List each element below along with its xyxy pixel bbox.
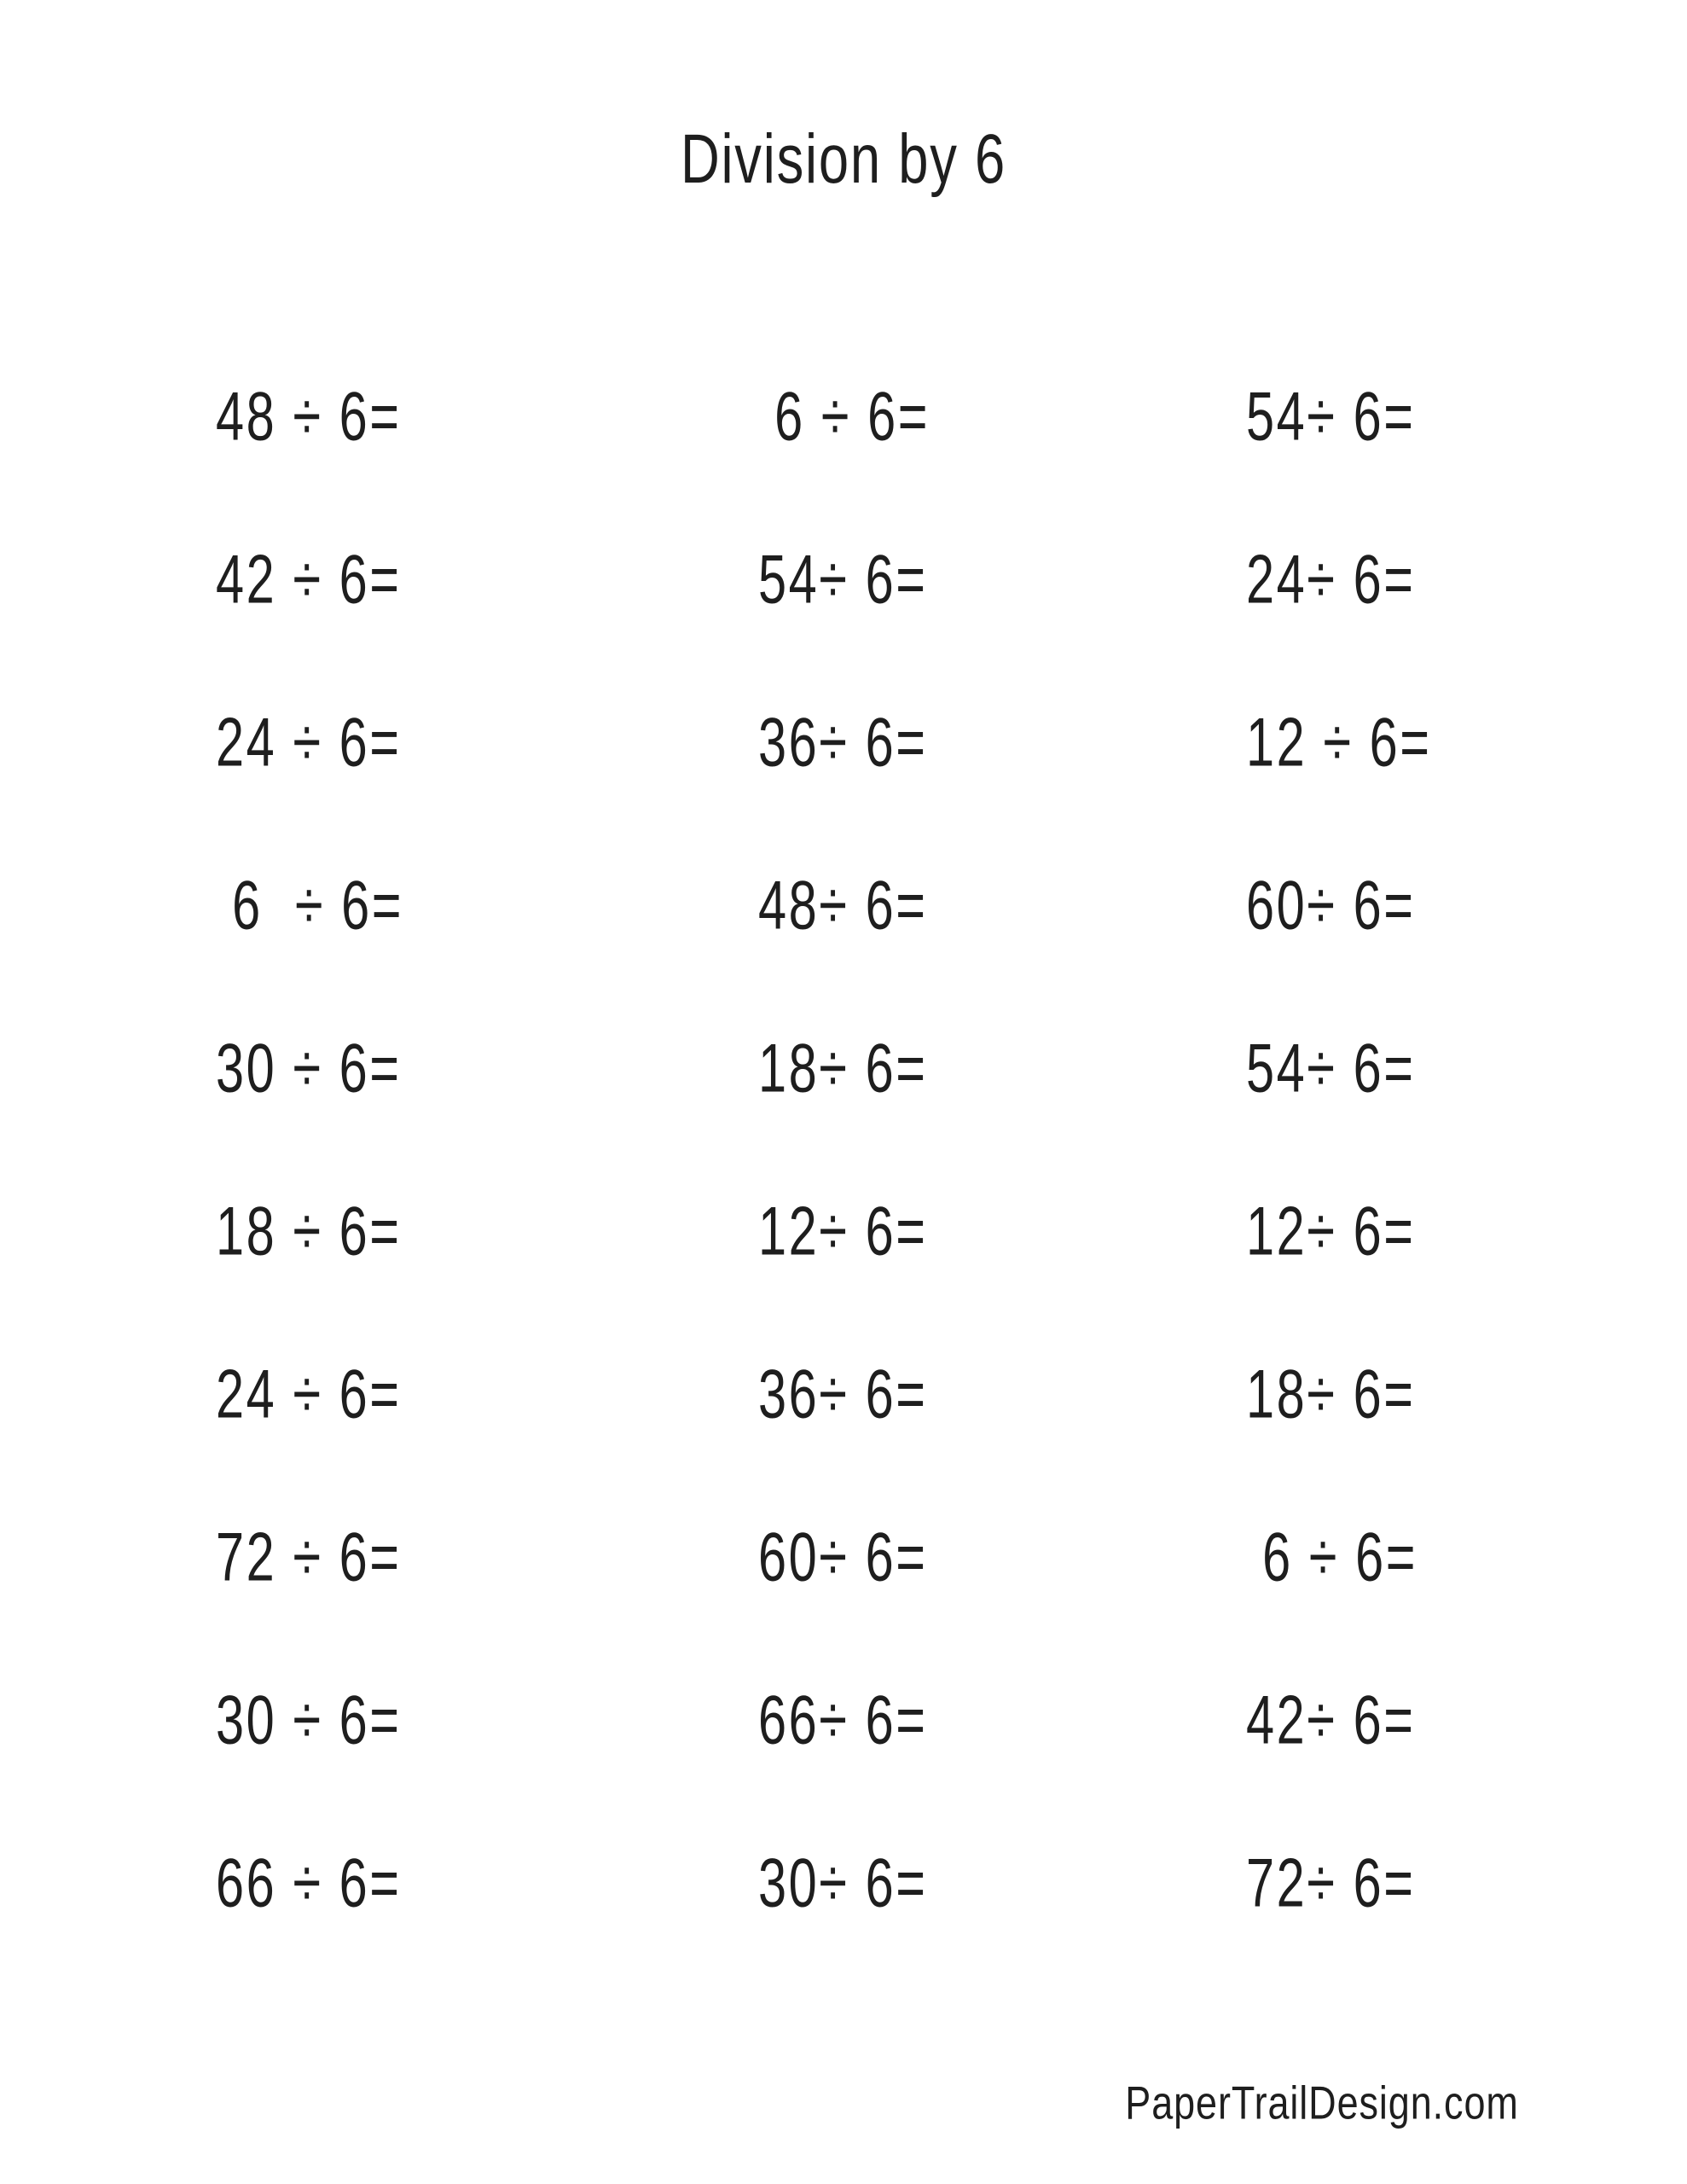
division-problem: 24 ÷ 6= [216,703,402,781]
division-problem: 60÷ 6= [1246,866,1416,944]
division-problem: 6 ÷ 6= [758,377,930,455]
division-problem: 66÷ 6= [758,1681,928,1758]
page-title: Division by 6 [680,120,1007,199]
division-problem: 42 ÷ 6= [216,540,402,618]
division-problem: 54÷ 6= [758,540,928,618]
division-problem: 6 ÷ 6= [216,866,404,944]
division-problem: 54÷ 6= [1246,377,1416,455]
division-problem: 24 ÷ 6= [216,1355,402,1432]
problems-grid [216,334,1687,1964]
division-problem: 24÷ 6= [1246,540,1416,618]
division-problem: 66 ÷ 6= [216,1844,402,1921]
division-problem: 18÷ 6= [758,1029,928,1107]
division-problem: 18 ÷ 6= [216,1192,402,1269]
division-problem: 30 ÷ 6= [216,1029,402,1107]
division-problem: 36÷ 6= [758,703,928,781]
division-problem: 12÷ 6= [758,1192,928,1269]
division-problem: 48 ÷ 6= [216,377,402,455]
division-problem: 48÷ 6= [758,866,928,944]
division-problem: 30÷ 6= [758,1844,928,1921]
division-problem: 60÷ 6= [758,1518,928,1595]
division-problem: 54÷ 6= [1246,1029,1416,1107]
division-problem: 6 ÷ 6= [1246,1518,1418,1595]
division-problem: 72 ÷ 6= [216,1518,402,1595]
footer-credit: PaperTrailDesign.com [1125,2077,1519,2129]
division-problem: 42÷ 6= [1246,1681,1416,1758]
division-problem: 30 ÷ 6= [216,1681,402,1758]
division-problem: 18÷ 6= [1246,1355,1416,1432]
division-problem: 12÷ 6= [1246,1192,1416,1269]
division-problem: 36÷ 6= [758,1355,928,1432]
division-problem: 12 ÷ 6= [1246,703,1432,781]
division-problem: 72÷ 6= [1246,1844,1416,1921]
